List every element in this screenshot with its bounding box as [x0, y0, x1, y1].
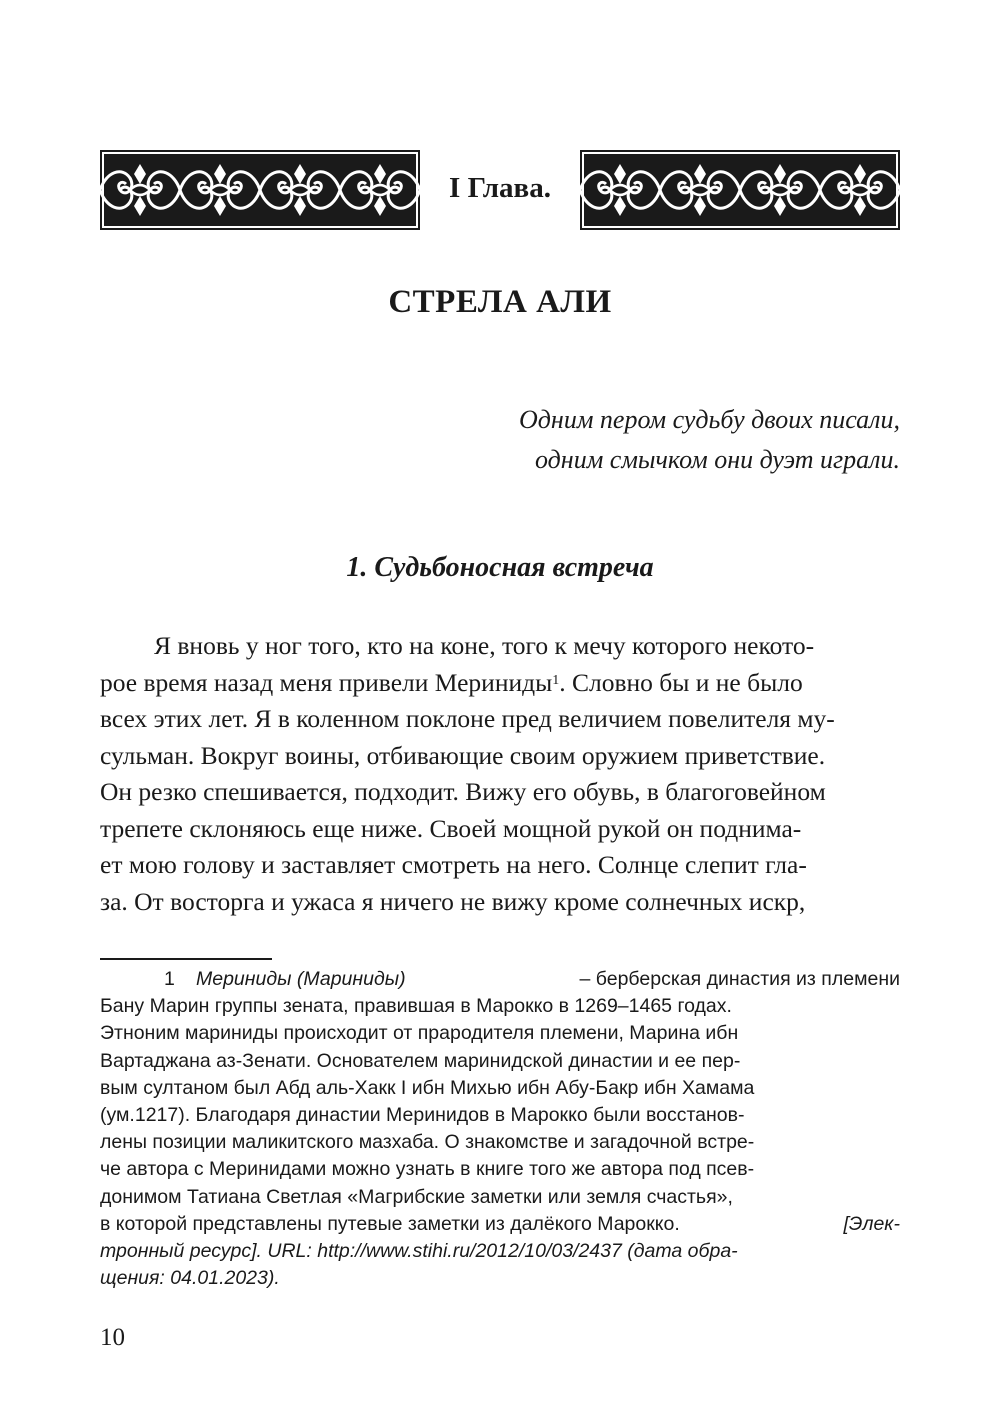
epigraph-line: Одним пером судьбу двоих писали, — [519, 405, 900, 434]
footnote-line: че автора с Меринидами можно узнать в книге того же автора под псев- — [100, 1158, 755, 1181]
body-line — [100, 665, 900, 702]
footnote-line — [100, 966, 900, 993]
chapter-label: I Глава. — [449, 172, 551, 204]
footnote-line: лены позиции маликитского мазхаба. О знакомстве и загадочной встре- — [100, 1131, 755, 1154]
epigraph — [100, 400, 900, 480]
footnote-line: Вартаджана аз-Зенати. Основателем маринидской династии и ее пер- — [100, 1049, 741, 1072]
body-line: за. От восторга и ужаса я ничего не вижу кроме солнечных искр, — [100, 886, 806, 916]
page-number: 10 — [100, 1324, 125, 1351]
footnote-line: Бану Марин группы зената, правившая в Марокко в 1269–1465 годах. — [100, 995, 732, 1018]
footnote-text-italic: [Элек- — [843, 1212, 900, 1235]
footnote-line: (ум.1217). Благодаря династии Меринидов в Марокко были восстанов- — [100, 1103, 745, 1126]
footnote-reference[interactable]: 1 — [552, 672, 560, 688]
body-line-text: . Словно бы и не было — [559, 667, 803, 697]
body-paragraph — [100, 628, 900, 920]
footnote-text-italic: щения: 04.01.2023). — [100, 1267, 280, 1290]
footnote-line: донимом Татиана Светлая «Магрибские заметки или земля счастья», — [100, 1185, 733, 1208]
footnote-line — [100, 1238, 900, 1265]
footnote-line — [100, 1265, 900, 1292]
footnote-number: 1 — [164, 968, 175, 990]
body-line: Он резко спешивается, подходит. Вижу его обувь, в благоговейном — [100, 777, 826, 806]
chapter-header — [100, 150, 900, 230]
body-line-text: рое время назад меня привели Мериниды — [100, 667, 553, 697]
epigraph-line: одним смычком они дуэт играли. — [534, 445, 900, 474]
body-line: сульман. Вокруг воины, отбивающие своим оружием приветствие. — [100, 740, 826, 770]
footnote-line — [100, 1211, 900, 1238]
body-line: всех этих лет. Я в коленном поклоне пред величием повелителя му- — [100, 704, 835, 733]
footnote-url[interactable]: тронный ресурс]. URL: http://www.stihi.ru/2012/10/03/2437 (дата обра- — [100, 1239, 738, 1262]
footnote-text: в которой представлены путевые заметки из далёкого Марокко. — [100, 1212, 680, 1235]
footnote — [100, 966, 900, 1292]
footnote-line: Этноним мариниды происходит от прародителя племени, Марина ибн — [100, 1022, 739, 1045]
body-line: трепете склоняюсь еще ниже. Своей мощной рукой он поднима- — [100, 813, 802, 843]
footnote-text: – берберская династия из племени — [579, 968, 900, 990]
footnote-term: Мериниды (Мариниды) — [196, 968, 406, 990]
body-line: ет мою голову и заставляет смотреть на него. Солнце слепит гла- — [100, 850, 807, 879]
body-line: Я вновь у ног того, кто на коне, того к мечу которого некото- — [154, 631, 815, 660]
ornament-border-left-icon — [100, 150, 420, 230]
section-heading: 1. Судьбоносная встреча — [346, 552, 654, 583]
footnote-line: вым султаном был Абд аль-Хакк I ибн Михью ибн Абу-Бакр ибн Хамама — [100, 1076, 755, 1099]
footnote-divider — [100, 958, 272, 960]
ornament-border-right-icon — [580, 150, 900, 230]
chapter-title: СТРЕЛА АЛИ — [388, 284, 612, 320]
